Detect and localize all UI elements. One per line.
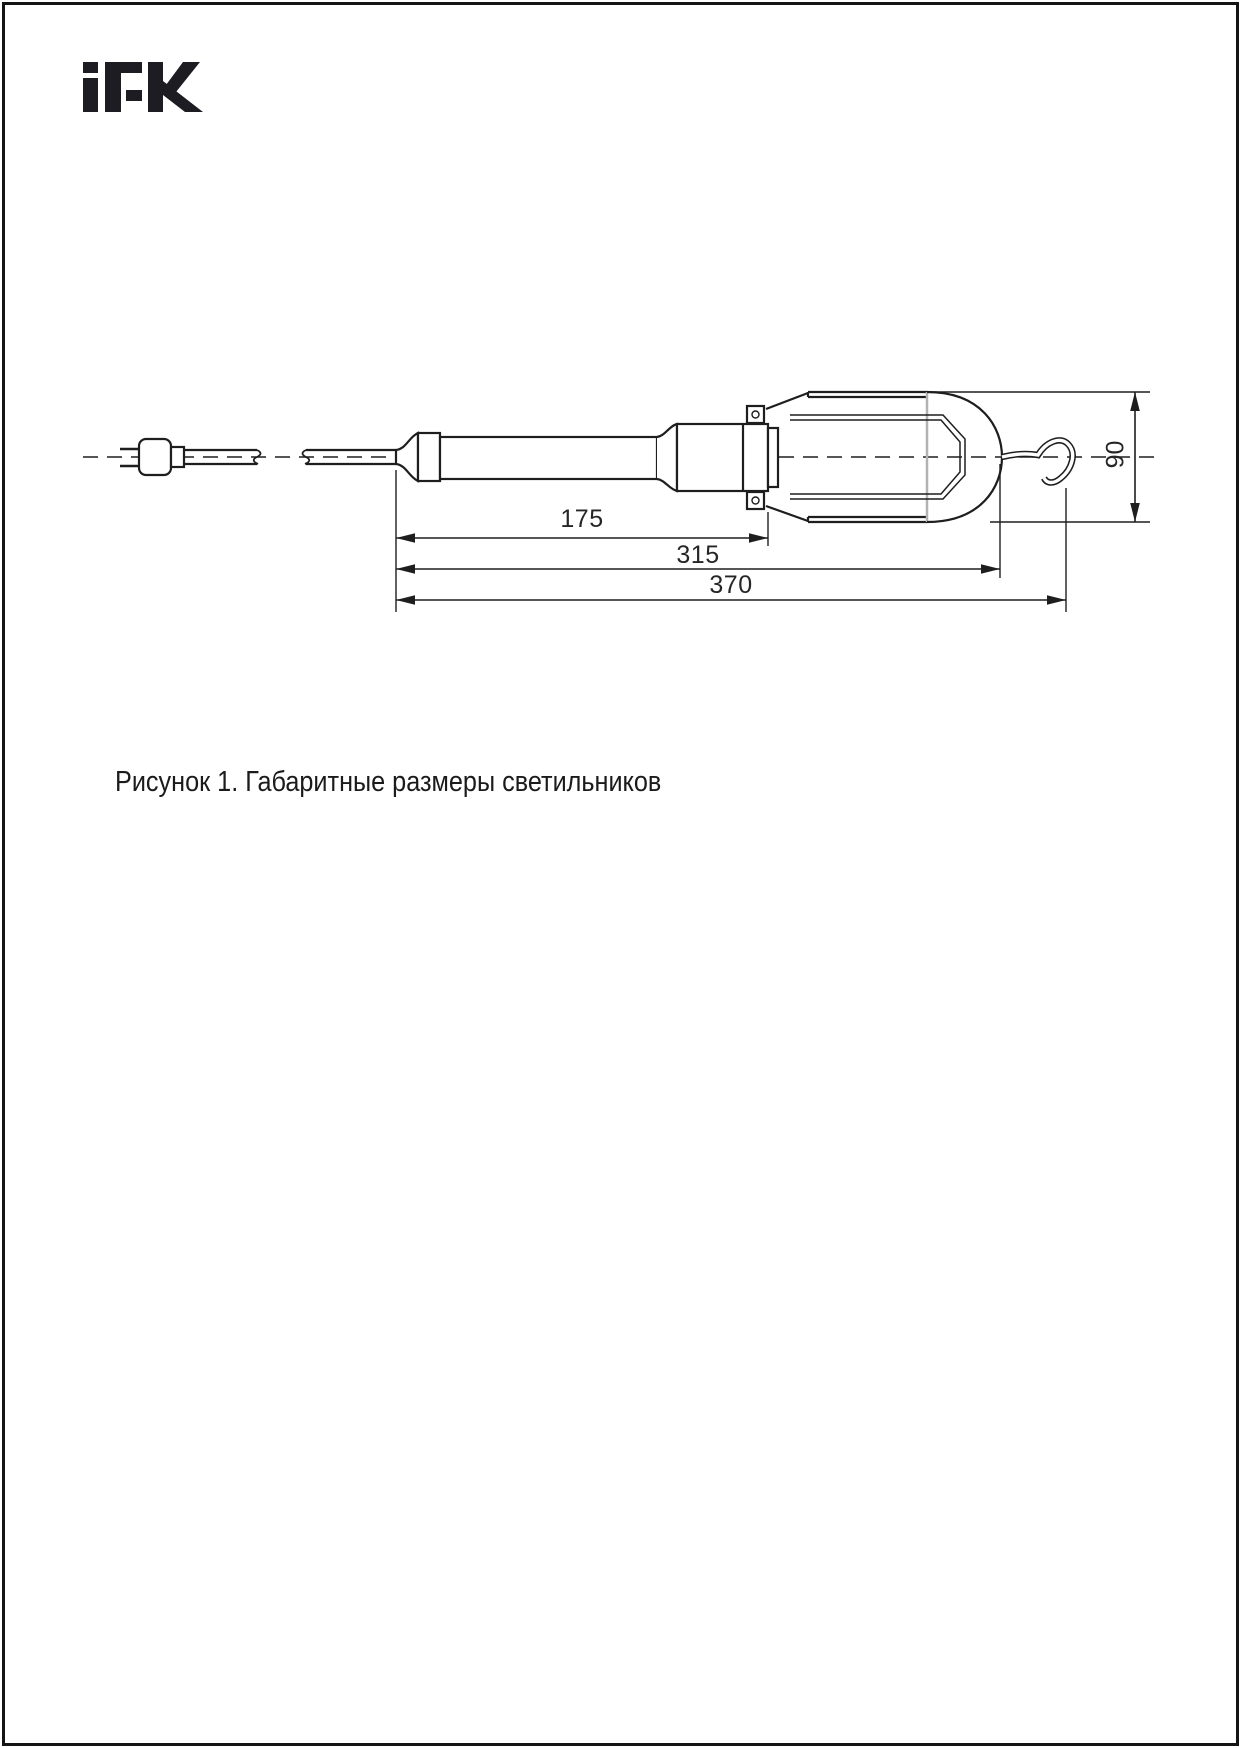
strain-relief bbox=[396, 433, 440, 481]
handle bbox=[440, 424, 677, 491]
dimension-label-handle-length: 175 bbox=[560, 505, 604, 533]
lamp-holder bbox=[677, 424, 778, 491]
dimension-label-cage-diameter: 90 bbox=[1101, 440, 1130, 469]
dimension-label-total-length: 370 bbox=[709, 571, 753, 599]
dimension-line-90 bbox=[1130, 392, 1140, 522]
cage-clip-top bbox=[747, 406, 764, 423]
hanging-hook bbox=[1002, 440, 1073, 482]
figure-caption: Рисунок 1. Габаритные размеры светильников bbox=[115, 766, 662, 798]
plug bbox=[120, 439, 184, 475]
dimension-label-body-length: 315 bbox=[676, 541, 720, 569]
